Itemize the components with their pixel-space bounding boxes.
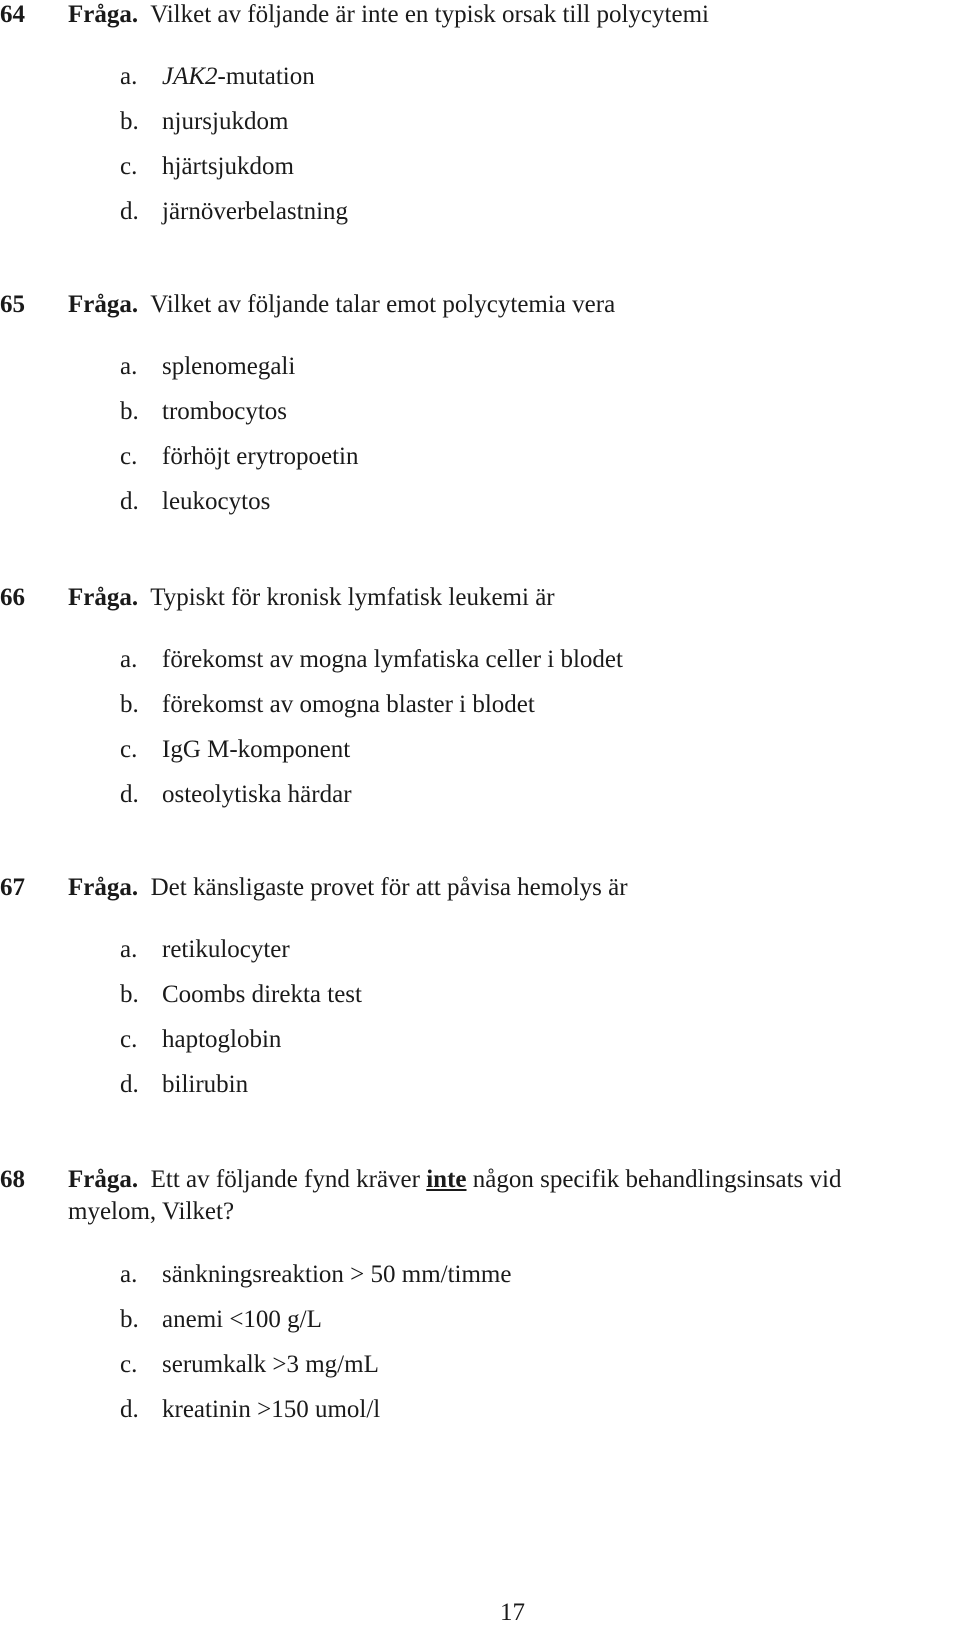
question-text (68, 1165, 841, 1195)
option-text: haptoglobin (162, 1026, 282, 1053)
option-text: trombocytos (162, 398, 287, 425)
question-body-before: Ett av följande fynd kräver (150, 1166, 420, 1193)
option-letter: b. (120, 1306, 139, 1333)
question-number: 68 (0, 1166, 25, 1193)
question-text (68, 873, 628, 903)
option-letter: c. (120, 1026, 138, 1053)
question-body: Vilket av följande talar emot polycytemia vera (150, 291, 616, 318)
option-text: hjärtsjukdom (162, 153, 294, 180)
option-text: sänkningsreaktion > 50 mm/timme (162, 1261, 512, 1288)
option-text: retikulocyter (162, 936, 290, 963)
question-label: Fråga. (68, 1166, 139, 1193)
question-number: 64 (0, 1, 25, 28)
question-text (68, 0, 709, 30)
option-letter: a. (120, 1261, 138, 1288)
question-label: Fråga. (68, 1, 139, 28)
question-label: Fråga. (68, 874, 139, 901)
option-letter: a. (120, 936, 138, 963)
option-letter: d. (120, 488, 139, 515)
option-italic-part: JAK2 (162, 63, 218, 90)
option-text: järnöverbelastning (162, 198, 349, 225)
question-text (68, 583, 555, 613)
option-letter: c. (120, 736, 138, 763)
question-body: Det känsligaste provet för att påvisa hemolys är (150, 874, 628, 901)
option-text: kreatinin >150 umol/l (162, 1396, 381, 1423)
option-letter: a. (120, 353, 138, 380)
option-text: IgG M-komponent (162, 736, 351, 763)
emphasis-inte: inte (426, 1166, 467, 1193)
option-letter: d. (120, 781, 139, 808)
option-letter: c. (120, 443, 138, 470)
question-text (68, 290, 615, 320)
option-text: serumkalk >3 mg/mL (162, 1351, 379, 1378)
option-text: njursjukdom (162, 108, 289, 135)
option-text (162, 62, 315, 92)
option-rest: -mutation (217, 63, 315, 90)
option-text: Coombs direkta test (162, 981, 362, 1008)
page-number: 17 (500, 1599, 525, 1626)
option-text: splenomegali (162, 353, 296, 380)
question-body-after: någon specifik behandlingsinsats vid (472, 1166, 842, 1193)
option-text: bilirubin (162, 1071, 249, 1098)
option-text: anemi <100 g/L (162, 1306, 322, 1333)
option-letter: a. (120, 63, 138, 90)
option-letter: b. (120, 398, 139, 425)
question-text-line2: myelom, Vilket? (68, 1198, 235, 1225)
option-letter: d. (120, 1396, 139, 1423)
option-text: förhöjt erytropoetin (162, 443, 359, 470)
option-letter: d. (120, 198, 139, 225)
option-text: osteolytiska härdar (162, 781, 352, 808)
option-letter: b. (120, 108, 139, 135)
option-text: förekomst av mogna lymfatiska celler i blodet (162, 646, 623, 673)
option-letter: b. (120, 691, 139, 718)
option-letter: d. (120, 1071, 139, 1098)
question-number: 67 (0, 874, 25, 901)
question-body: Typiskt för kronisk lymfatisk leukemi är (150, 584, 555, 611)
option-text: förekomst av omogna blaster i blodet (162, 691, 535, 718)
option-letter: c. (120, 1351, 138, 1378)
option-letter: a. (120, 646, 138, 673)
question-label: Fråga. (68, 584, 139, 611)
question-number: 65 (0, 291, 25, 318)
option-letter: c. (120, 153, 138, 180)
option-text: leukocytos (162, 488, 271, 515)
question-label: Fråga. (68, 291, 139, 318)
question-body: Vilket av följande är inte en typisk orsak till polycytemi (150, 1, 709, 28)
question-number: 66 (0, 584, 25, 611)
option-letter: b. (120, 981, 139, 1008)
